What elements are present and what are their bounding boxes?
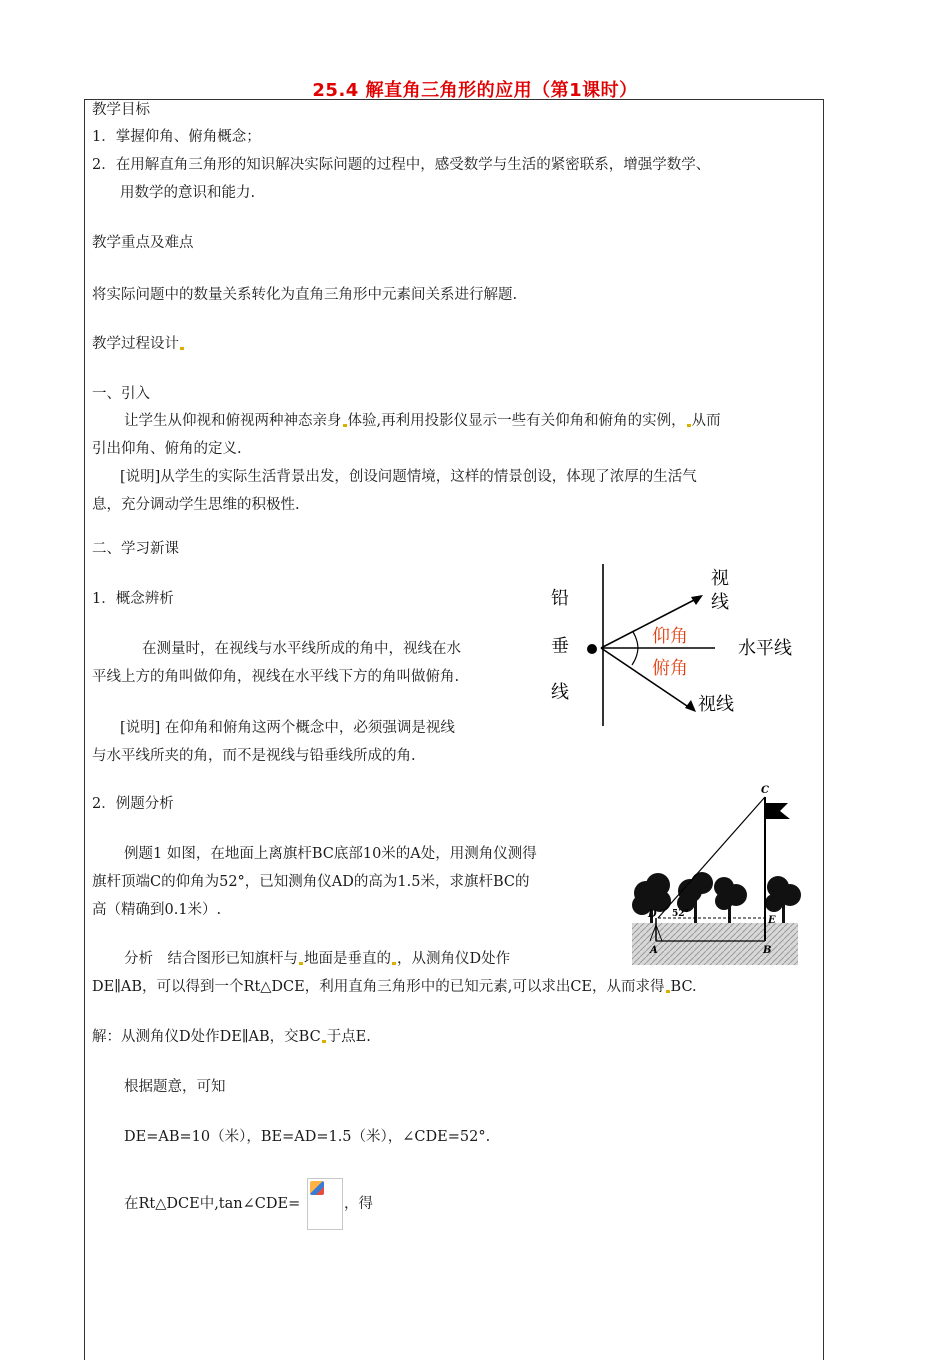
analysis-line-1: 分析 结合图形已知旗杆与 地面是垂直的 ，从测角仪D处作 bbox=[124, 951, 511, 967]
goal-item-1: 1．掌握仰角、俯角概念； bbox=[92, 129, 261, 145]
label-b: B bbox=[763, 945, 772, 956]
intro-line-2: 引出仰角、俯角的定义. bbox=[92, 441, 242, 457]
tan-line-b: ，得 bbox=[344, 1196, 373, 1212]
concept-note-1: [说明] 在仰角和俯角这两个概念中，必须强调是视线 bbox=[120, 720, 455, 736]
elevation-label: 仰角 bbox=[652, 626, 688, 647]
newlesson-heading: 二、学习新课 bbox=[92, 541, 179, 557]
flag-icon bbox=[765, 803, 790, 819]
concept-note-2: 与水平线所夹的角，而不是视线与铅垂线所成的角. bbox=[92, 748, 416, 764]
broken-image-icon bbox=[310, 1181, 324, 1195]
label-d: D bbox=[648, 909, 657, 920]
plumb-char-2: 垂 bbox=[551, 636, 569, 657]
example-heading: 2．例题分析 bbox=[92, 796, 174, 812]
concept-line-1: 在测量时，在视线与水平线所成的角中，视线在水 bbox=[142, 641, 461, 657]
intro-note-1: [说明]从学生的实际生活背景出发，创设问题情境，这样的情景创设，体现了浓厚的生活气 bbox=[120, 469, 697, 485]
ground-texture bbox=[632, 923, 798, 965]
plumb-char-1: 铅 bbox=[551, 588, 569, 609]
keypoints-text: 将实际问题中的数量关系转化为直角三角形中元素间关系进行解题. bbox=[92, 287, 518, 303]
sight-label-top-1: 视 bbox=[711, 568, 729, 589]
intro-note-2: 息，充分调动学生思维的积极性. bbox=[92, 497, 300, 513]
concept-line-2: 平线上方的角叫做仰角，视线在水平线下方的角叫做俯角. bbox=[92, 669, 460, 685]
goals-heading: 教学目标 bbox=[92, 102, 150, 118]
formula-image bbox=[307, 1178, 343, 1230]
page-title: 25.4 解直角三角形的应用（第1课时） bbox=[312, 80, 638, 101]
given-values: DE=AB=10（米），BE=AD=1.5（米），∠CDE=52°. bbox=[124, 1129, 491, 1145]
sight-label-bottom: 视线 bbox=[698, 694, 734, 715]
arrow-down-icon bbox=[685, 700, 696, 712]
intro-heading: 一、引入 bbox=[92, 386, 150, 402]
goal-item-2-cont: 用数学的意识和能力. bbox=[120, 185, 256, 201]
concept-heading: 1．概念辨析 bbox=[92, 591, 174, 607]
eye-icon bbox=[587, 644, 597, 654]
angle-diagram bbox=[545, 560, 815, 730]
sight-label-top-2: 线 bbox=[711, 592, 729, 613]
keypoints-heading: 教学重点及难点 bbox=[92, 235, 194, 251]
plumb-char-3: 线 bbox=[551, 682, 569, 703]
process-heading: 教学过程设计 bbox=[92, 331, 185, 357]
depression-arc bbox=[632, 648, 638, 665]
angle-label: 52° bbox=[672, 909, 690, 919]
given-intro: 根据题意，可知 bbox=[124, 1079, 226, 1095]
analysis-line-2: DE∥AB，可以得到一个Rt△DCE，利用直角三角形中的已知元素,可以求出CE，从而求得 BC. bbox=[92, 979, 697, 995]
line-dc bbox=[658, 797, 765, 918]
example-line-2: 旗杆顶端C的仰角为52°，已知测角仪AD的高为1.5米，求旗杆BC的 bbox=[92, 874, 530, 890]
label-a: A bbox=[650, 945, 658, 956]
goal-item-2: 2．在用解直角三角形的知识解决实际问题的过程中，感受数学与生活的紧密联系，增强学数学、 bbox=[92, 157, 711, 173]
flagpole-diagram bbox=[628, 783, 804, 971]
marker bbox=[180, 347, 184, 350]
example-line-3: 高（精确到0.1米）. bbox=[92, 902, 222, 918]
elevation-arc bbox=[633, 632, 638, 648]
tan-line-a: 在Rt△DCE中,tan∠CDE= bbox=[124, 1196, 301, 1212]
example-line-1: 例题1 如图，在地面上离旗杆BC底部10米的A处，用测角仪测得 bbox=[124, 846, 537, 862]
label-c: C bbox=[761, 785, 769, 796]
intro-line-1: 让学生从仰视和俯视两种神态亲身 体验,再利用投影仪显示一些有关仰角和俯角的实例， 从而 bbox=[124, 413, 721, 429]
horizontal-label: 水平线 bbox=[738, 638, 792, 659]
label-e: E bbox=[768, 915, 776, 926]
trees bbox=[632, 872, 801, 923]
depression-label: 俯角 bbox=[652, 658, 688, 679]
solution-line: 解：从测角仪D处作DE∥AB，交BC 于点E. bbox=[92, 1029, 371, 1045]
